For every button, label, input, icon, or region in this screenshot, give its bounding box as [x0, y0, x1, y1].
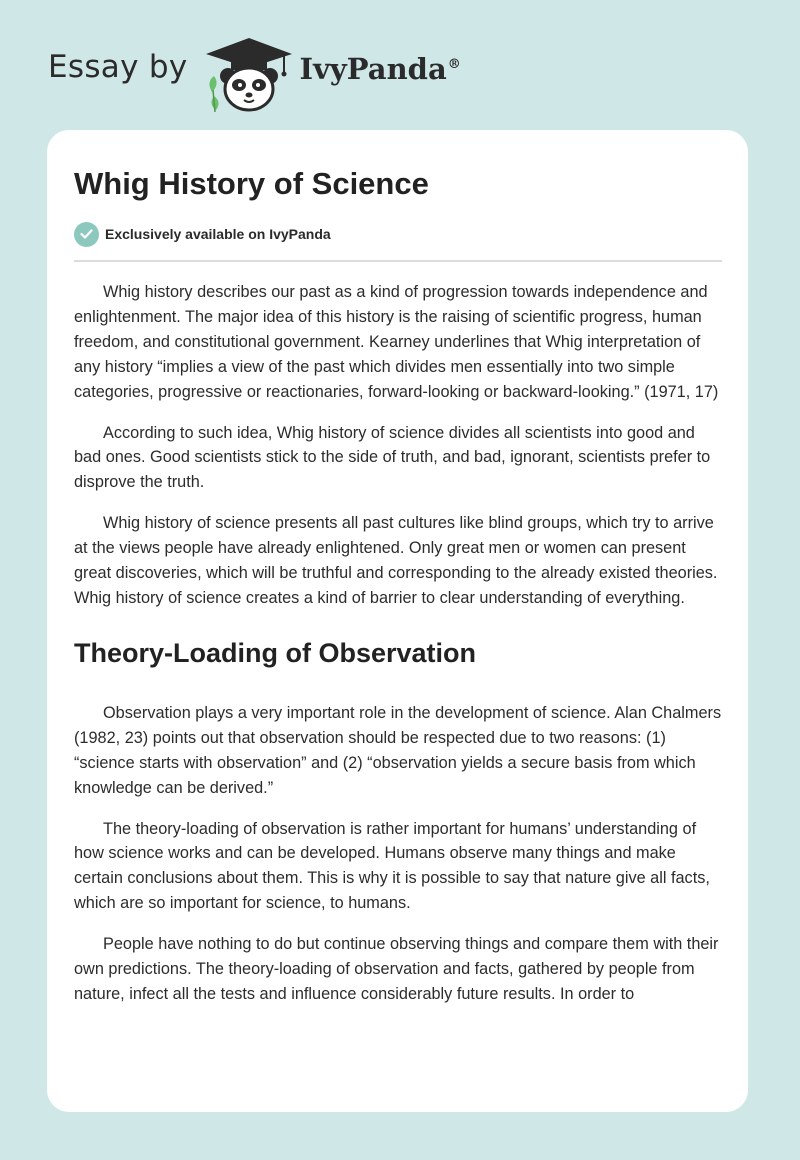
ivypanda-wordmark[interactable]: [300, 52, 461, 86]
checkmark-icon: [74, 222, 99, 247]
registered-mark: ®: [447, 57, 461, 73]
paragraph: Observation plays a very important role in the development of science. Alan Chalmers (1982, 23) points out that observation should be respected due to two reasons: (1) “science starts with observation” and (2) “observation yields a secure basis from which knowledge can be derived.”: [74, 703, 722, 797]
paragraph: People have nothing to do but continue observing things and compare them with their own predictions. The theory-loading of observation and facts, gathered by people from nature, infect all the tests and influence considerably future results. In order to: [74, 935, 719, 1003]
section-heading: Theory-Loading of Observation: [74, 637, 477, 668]
divider: [74, 260, 722, 262]
essay-title: Whig History of Science: [74, 166, 429, 201]
site-header: [48, 28, 461, 118]
essay-card: [47, 130, 748, 1112]
essay-by-label: Essay by: [48, 49, 188, 85]
panda-logo-icon[interactable]: [204, 32, 294, 114]
brand-name-text: IvyPanda: [299, 52, 447, 86]
paragraph: Whig history of science presents all past cultures like blind groups, which try to arrive at the views people have already enlightened. Only great men or women can present great discoveries, which will be truthful and corresponding to the already existed theories. Whig history of science creates a kind of barrier to clear understanding of everything.: [74, 514, 718, 607]
paragraph: Whig history describes our past as a kind of progression towards independence and enlightenment. The major idea of this history is the raising of scientific progress, human freedom, and constitutional government. Kearney underlines that Whig interpretation of any history “implies a view of the past which divides men essentially into two simple categories, progressive or reactionaries, forward-looking or backward-looking.” (1971, 17): [74, 283, 719, 401]
exclusive-badge-label: Exclusively available on IvyPanda: [105, 226, 331, 242]
paragraph: The theory-loading of observation is rather important for humans’ understanding of how science works and can be developed. Humans observe many things and make certain conclusions about them. This is why it is possible to say that nature give all facts, which are so important for science, to humans.: [74, 819, 710, 913]
exclusive-badge: [74, 221, 722, 247]
paragraph: According to such idea, Whig history of science divides all scientists into good and bad ones. Good scientists stick to the side of truth, and bad, ignorant, scientists prefer to disprove the truth.: [74, 423, 711, 492]
